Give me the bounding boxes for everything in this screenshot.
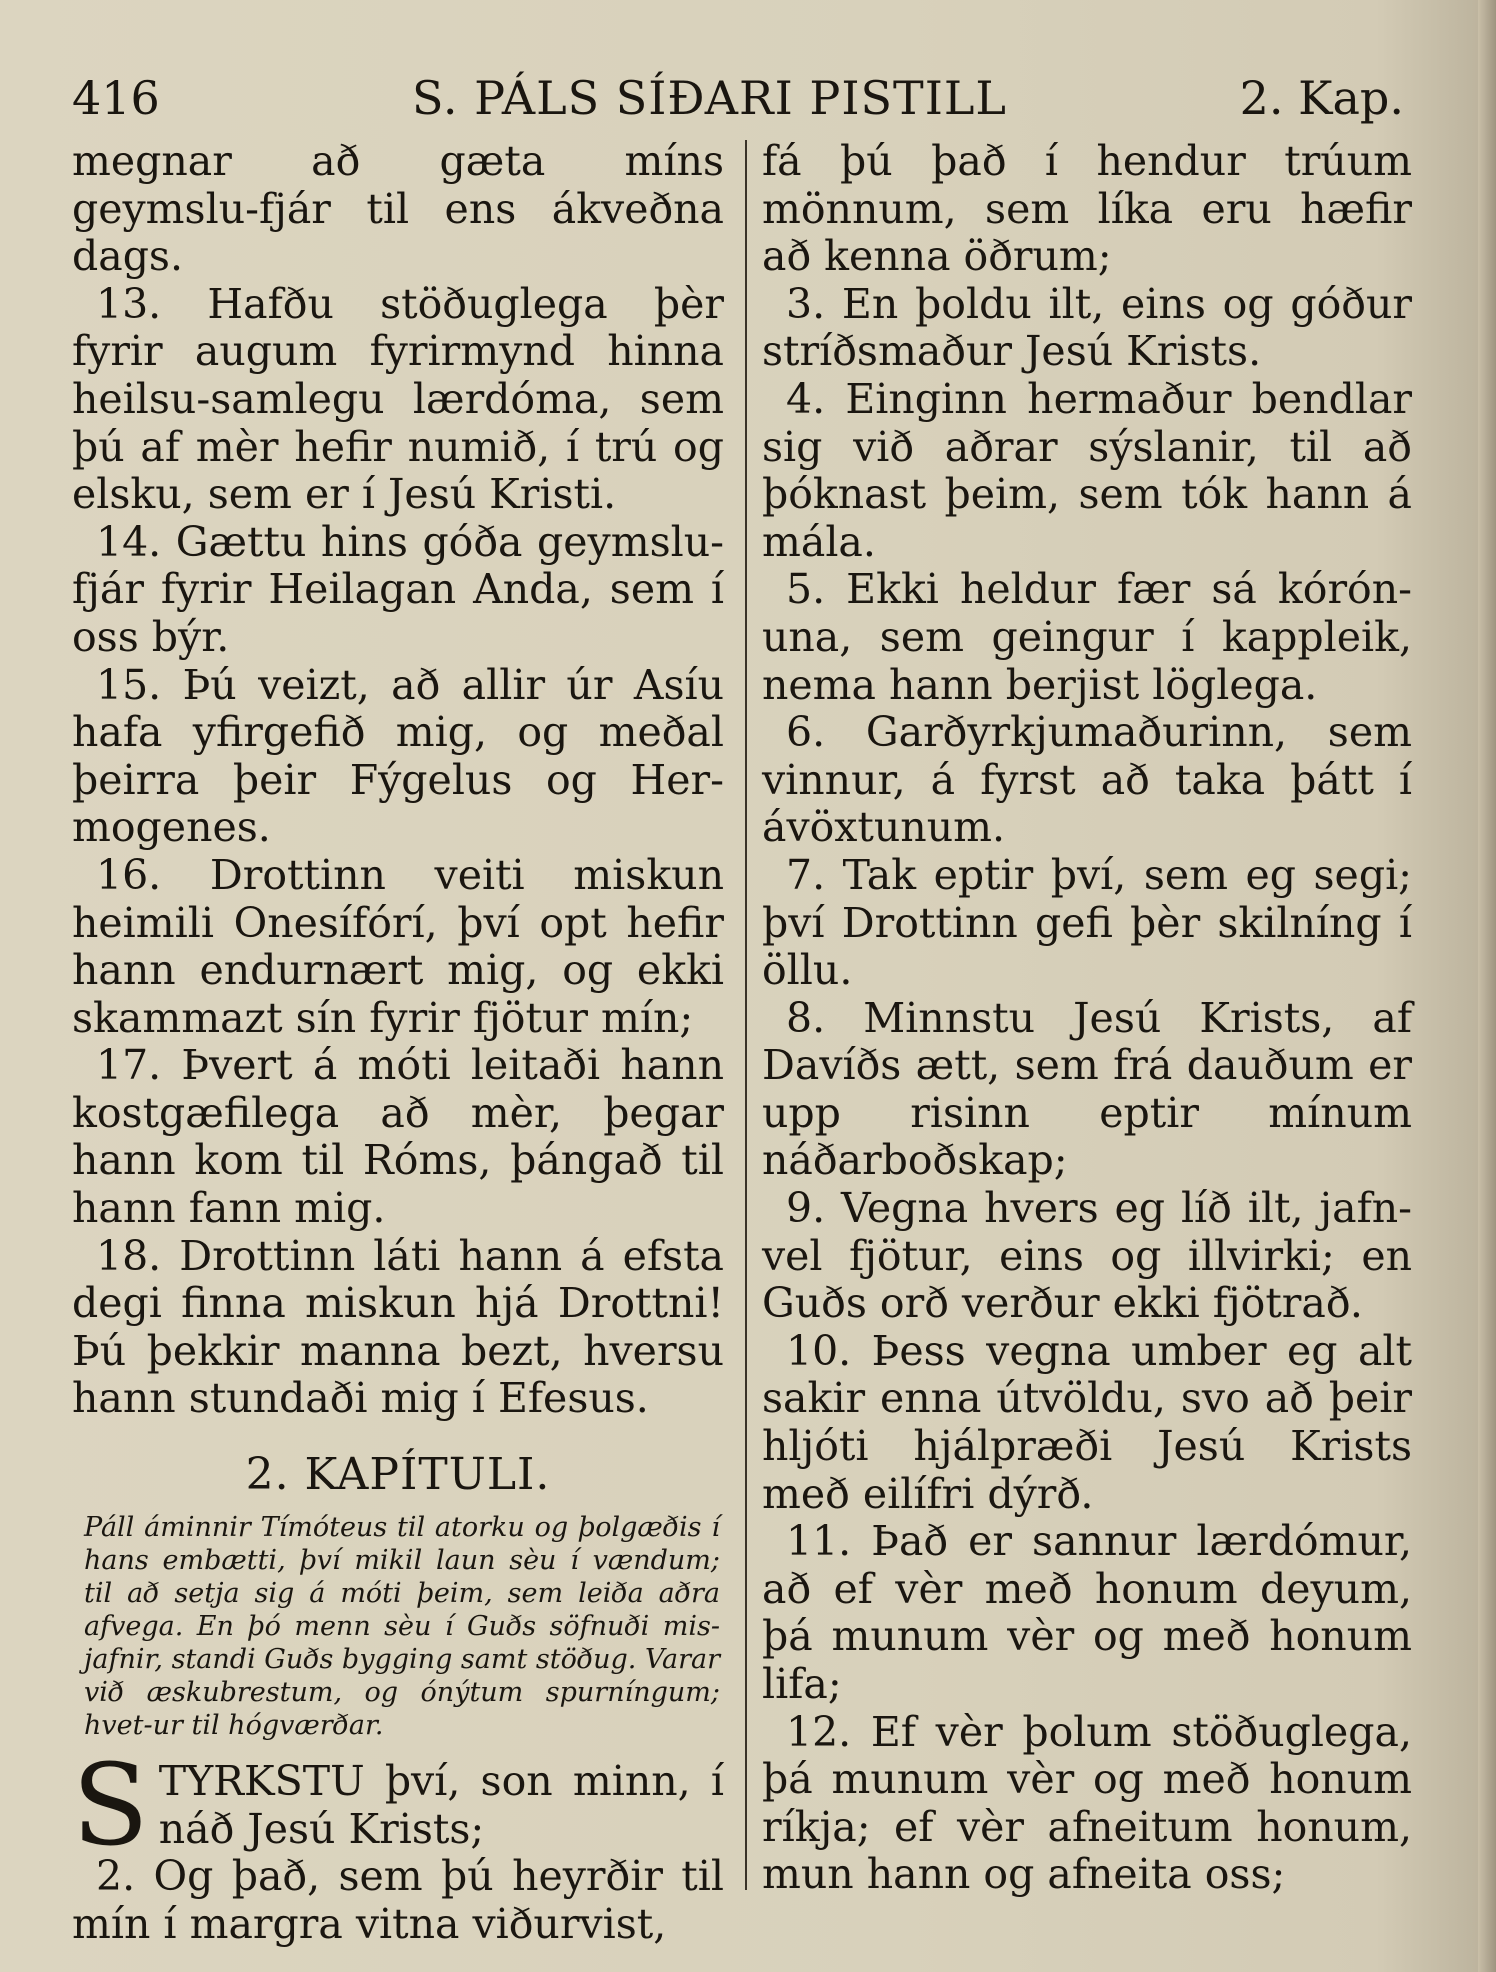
- page-number: 416: [72, 71, 160, 125]
- verse-12: 12. Ef vèr þolum stöðuglega, þá munum vèr og með honum ríkja; ef vèr afneitum honum, mun hann og afneita oss;: [762, 1707, 1412, 1899]
- verse-8: 8. Minnstu Jesú Krists, af Davíðs ætt, sem frá dauðum er upp risinn eptir mínum náðarboðskap;: [762, 993, 1412, 1185]
- column-divider: [745, 140, 747, 1890]
- chapter-heading: 2. KAPÍTULI.: [245, 1449, 551, 1501]
- chapter-label: 2. Kap.: [1239, 71, 1404, 125]
- running-title: S. PÁLS SÍÐARI PISTILL: [412, 71, 1007, 125]
- verse-18: 18. Drottinn láti hann á efsta degi finna miskun hjá Drottni! Þú þekkir manna bezt, hversu hann stundaði mig í Efesus.: [72, 1231, 724, 1423]
- verse-16: 16. Drottinn veiti miskun heimili Onesífórí, því opt hefir hann endurnært mig, og ekki skammazt sín fyrir fjötur mín;: [72, 850, 724, 1042]
- left-column: [72, 138, 724, 1948]
- verse-17: 17. Þvert á móti leitaði hann kostgæfilega að mèr, þegar hann kom til Róms, þángað til hann fann mig.: [72, 1041, 724, 1233]
- verse-10: 10. Þess vegna umber eg alt sakir enna útvöldu, svo að þeir hljóti hjálpræði Jesú Krists með eilífri dýrð.: [762, 1326, 1412, 1518]
- verse-15: 15. Þú veizt, að allir úr Asíu hafa yfirgefið mig, og meðal þeirra þeir Fýgelus og Her-mogenes.: [72, 660, 724, 852]
- verse-11: 11. Það er sannur lærdómur, að ef vèr með honum deyum, þá munum vèr og með honum lifa;: [762, 1517, 1412, 1708]
- verse-2: 2. Og það, sem þú heyrðir til mín í margra vitna viðurvist,: [72, 1852, 724, 1948]
- verse-2-continuation: fá þú það í hendur trúum mönnum, sem líka eru hæfir að kenna öðrum;: [762, 137, 1412, 281]
- page-edge: [1478, 0, 1496, 1972]
- verse-7: 7. Tak eptir því, sem eg segi; því Drottinn gefi þèr skilníng í öllu.: [762, 850, 1412, 995]
- verse-5: 5. Ekki heldur fær sá kórón-una, sem geingur í kappleik, nema hann berjist löglega.: [762, 565, 1412, 709]
- running-header: [72, 68, 1404, 128]
- verse-1-text: TYRKSTU því, son minn, í náð Jesú Krists;: [158, 1757, 724, 1853]
- verse-4: 4. Einginn hermaður bendlar sig við aðrar sýslanir, til að þóknast þeim, sem tók hann á mála.: [762, 374, 1412, 566]
- right-column: [762, 138, 1412, 1899]
- verse-6: 6. Garðyrkjumaðurinn, sem vinnur, á fyrst að taka þátt í ávöxtunum.: [762, 708, 1412, 852]
- drop-cap-letter: S: [72, 1741, 149, 1872]
- verse-continuation: megnar að gæta míns geymslu-fjár til ens ákveðna dags.: [72, 137, 724, 281]
- verse-14: 14. Gættu hins góða geymslu-fjár fyrir Heilagan Anda, sem í oss býr.: [72, 517, 724, 661]
- verse-1: [72, 1741, 724, 1872]
- verse-9: 9. Vegna hvers eg líð ilt, jafn-vel fjötur, eins og illvirki; en Guðs orð verður ekki fjötrað.: [762, 1184, 1412, 1328]
- verse-13: 13. Hafðu stöðuglega þèr fyrir augum fyrirmynd hinna heilsu-samlegu lærdóma, sem þú af mèr hefir numið, í trú og elsku, sem er í Jesú Kristi.: [72, 279, 724, 519]
- verse-3: 3. En þoldu ilt, eins og góður stríðsmaður Jesú Krists.: [762, 279, 1412, 376]
- chapter-summary: Páll áminnir Tímóteus til atorku og þolgæðis í hans embætti, því mikil laun sèu í vændum; til að setja sig á móti þeim, sem leiða aðra afvega. En þó menn sèu í Guðs söfnuði mis-jafnir, standi Guðs bygging samt stöðug. Varar við æskubrestum, og ónýtum spurníngum; hvet-ur til hógværðar.: [84, 1512, 721, 1742]
